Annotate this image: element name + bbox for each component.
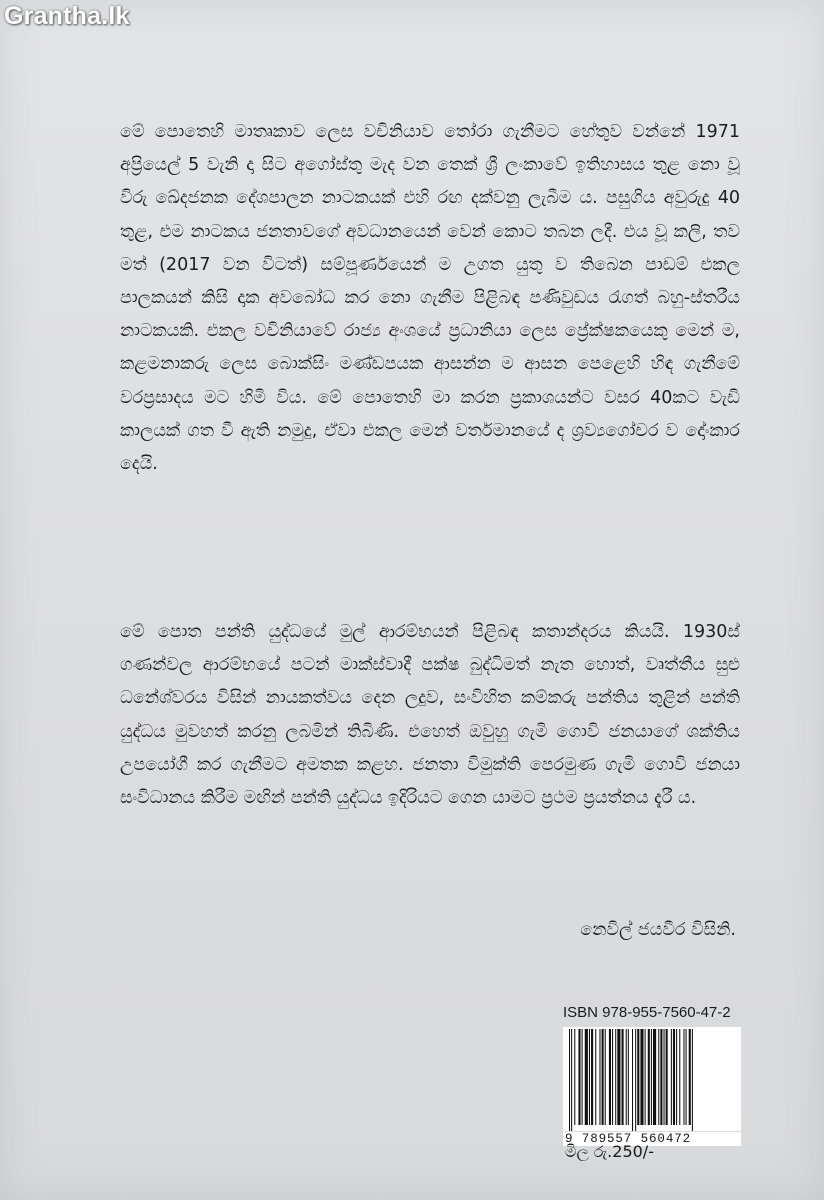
barcode-bar <box>666 1029 668 1125</box>
barcode-bar <box>635 1029 636 1131</box>
barcode-bar <box>582 1029 583 1125</box>
price-label: මිල රු.250/- <box>565 1142 654 1161</box>
barcode-bar <box>692 1029 693 1131</box>
isbn-block <box>563 1004 743 1146</box>
barcode-bar <box>673 1029 675 1125</box>
barcode-bar <box>574 1029 575 1125</box>
barcode-bar <box>651 1029 652 1125</box>
barcode-bar <box>622 1029 624 1125</box>
barcode-bar <box>632 1029 633 1131</box>
site-watermark: Grantha.lk <box>4 2 130 30</box>
author-signature: නෙවිල් ජයවීර විසිනි. <box>580 920 736 940</box>
body-paragraph-2: මේ පොත පන්ති යුද්ධයේ මුල් ආරම්භයන් පිළිබඳ කතාන්දරය කියයි. 1930ස් ගණන්වල ආරම්භයේ පටන් මාක්ස්වාදී පක්ෂ බුද්ධිමත් නැත හොත්, වෘත්තීය සුළු ධනේශ්වරය විසින් නායකත්වය දෙන ලදුව, සංවිහිත කම්කරු පන්තිය තුළින් පන්ති යුද්ධය මුවහත් කරනු ලබමින් තිබිණි. එහෙත් ඔවුහු ගැමි ගොවි ජනයාගේ ශක්තිය උපයෝගී කර ගැනීමට අමතක කළහ. ජනතා විමුක්ති පෙරමුණ ගැමි ගොවි ජනයා සංවිධානය කිරීම මඟින් පන්ති යුද්ධය ඉදිරියට ගෙන යාමට ප්‍රථම ප්‍රයත්නය දැරී ය. <box>120 622 740 809</box>
barcode-image <box>563 1027 741 1131</box>
barcode-bar <box>609 1029 611 1125</box>
barcode-bar <box>626 1029 627 1125</box>
barcode-bar <box>599 1029 600 1125</box>
barcode-digits: 9 789557 560472 <box>563 1132 741 1146</box>
barcode-bar <box>628 1029 629 1125</box>
barcode-bar <box>683 1029 684 1125</box>
barcode-bar <box>589 1029 590 1125</box>
barcode-bar <box>658 1029 659 1125</box>
isbn-label: ISBN 978-955-7560-47-2 <box>563 1004 731 1021</box>
barcode-bar <box>664 1029 665 1125</box>
barcode-bar <box>617 1029 620 1125</box>
body-paragraph-1: මේ පොතෙහි මාතෘකාව ලෙස වචිනියාව තෝරා ගැනීමට හේතුව වන්නේ 1971 අප්‍රියෙල් 5 වැනි දා සිට අගෝස්තු මැද වන තෙක් ශ්‍රී ලංකාවේ ඉතිහාසය තුළ නො වූ විරු ඛේදජනක දේශපාලන නාටකයක් එහි රඟ දක්වනු ලැබීම ය. පසුගිය අවුරුදු 40 තුළ, එම නාටකය ජනතාවගේ අවධානයෙන් වෙන් කොට තබන ලදී. එය වූ කලි, තව මත් (2017 වන විටත්) සම්පූර්ණයෙන් ම උගත යුතු ව තිබෙන පාඩම් එකල පාලකයන් කිසි දාක අවබෝධ කර නො ගැනීම පිළිබඳ පණිවුඩය රැගත් බහු-ස්තරීය නාටකයකි. එකල වචිනියාවේ රාජ්‍ය අංශයේ ප්‍රධානියා ලෙස ප්‍රේක්ෂකයෙකු මෙන් ම, කළමනාකරු ලෙස බොක්සිං මණ්ඩපයක ආසන්න ම ආසන පෙළෙහි හිඳ ගැනීමේ වරප්‍රසාදය මට හිමි විය. මේ පොතෙහි මා කරන ප්‍රකාශයන්ට වසර 40කට වැඩි කාලයක් ගත වී ඇති නමුදු, ඒවා එකල මෙන් වර්තමානයේ ද ශ්‍රව්‍යගෝචර ව දෝංකාර දෙයි. <box>120 122 740 475</box>
barcode-bar <box>653 1029 656 1125</box>
barcode-bar <box>640 1029 643 1125</box>
barcode-bar <box>645 1029 646 1125</box>
barcode-bar <box>571 1029 572 1131</box>
barcode-bar <box>637 1029 639 1125</box>
barcode-bar <box>605 1029 606 1125</box>
barcode-bar <box>585 1029 588 1125</box>
barcode-bar <box>591 1029 593 1125</box>
barcode-bar <box>615 1029 616 1125</box>
barcode-bar <box>648 1029 650 1125</box>
barcode-bar <box>679 1029 680 1125</box>
barcode-bar <box>612 1029 613 1125</box>
barcode-bar <box>689 1029 691 1125</box>
barcode-bar <box>686 1029 687 1125</box>
barcode-bar <box>676 1029 677 1125</box>
barcode-bar <box>602 1029 604 1125</box>
barcode-bar <box>595 1029 596 1125</box>
barcode-bar <box>569 1029 570 1131</box>
barcode-bar <box>660 1029 662 1125</box>
barcode-bar <box>671 1029 672 1125</box>
barcode-bar <box>578 1029 580 1125</box>
